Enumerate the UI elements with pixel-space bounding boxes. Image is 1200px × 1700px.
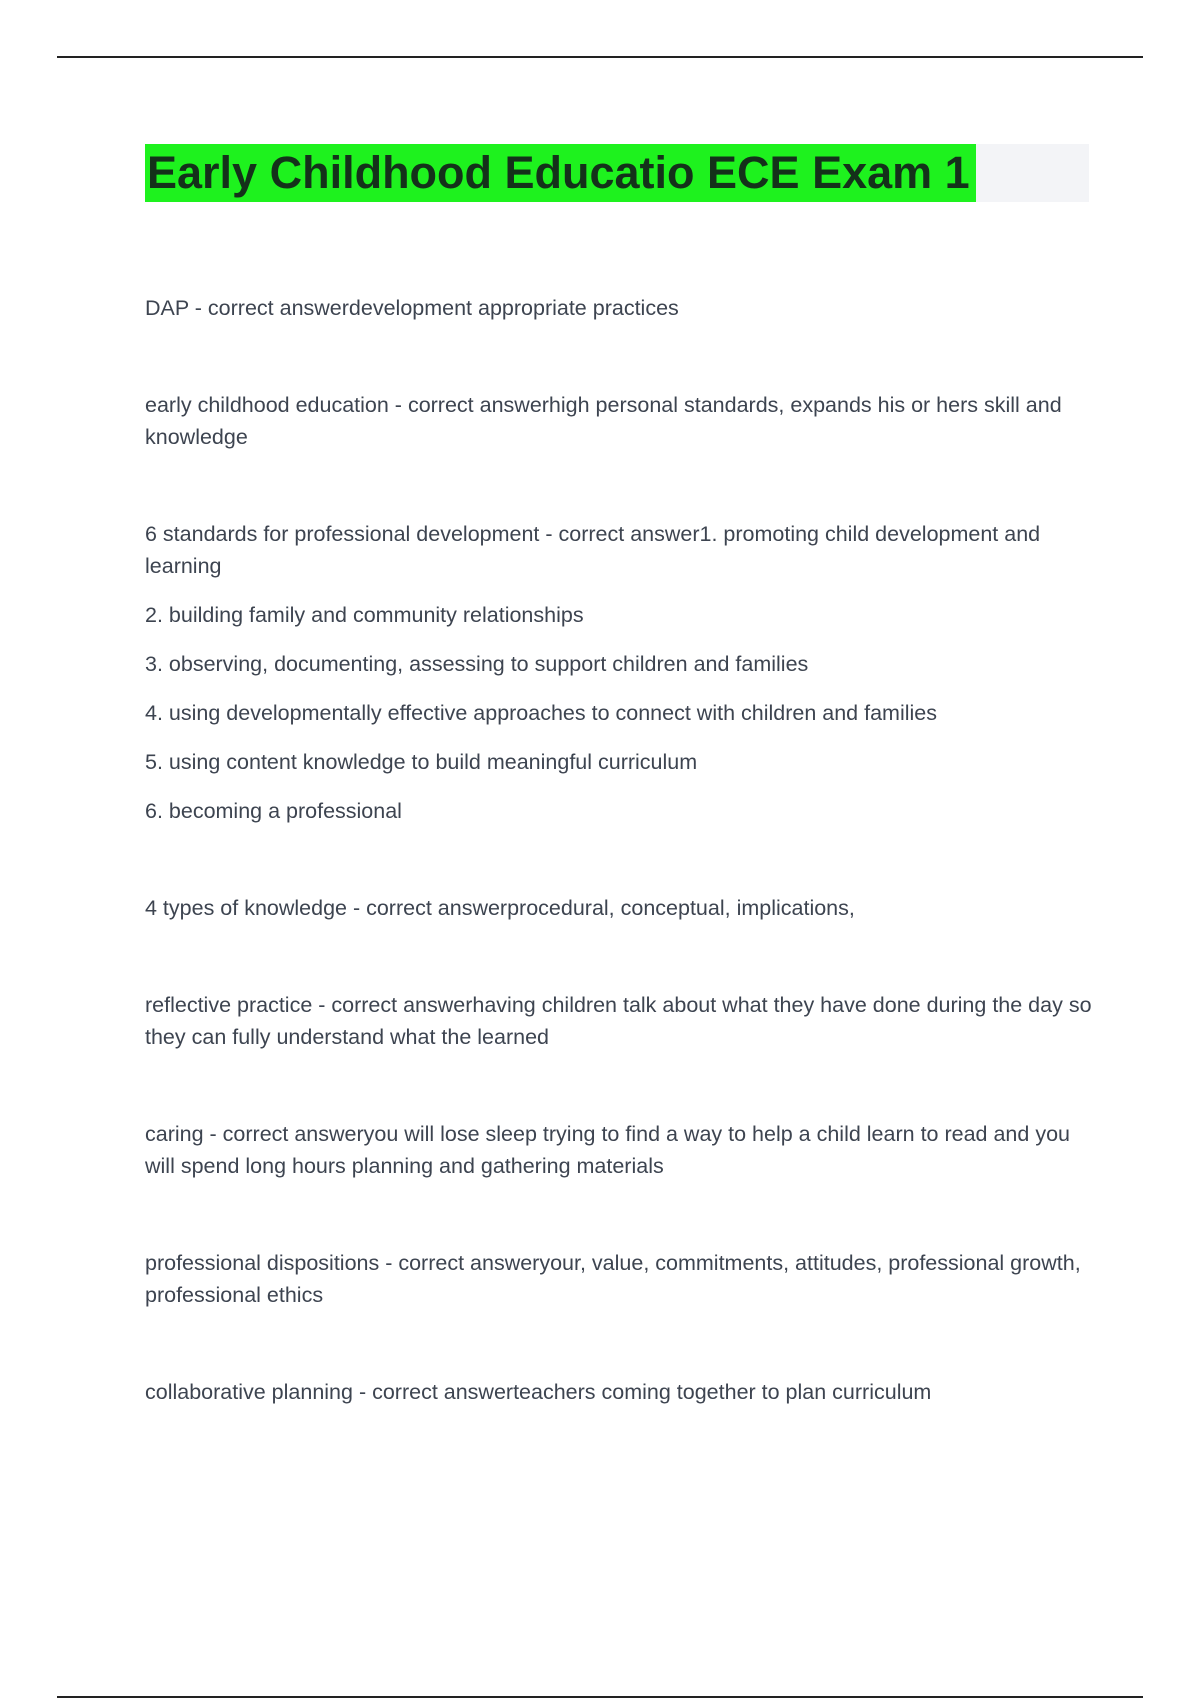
entry-list-item: 5. using content knowledge to build meaningful curriculum: [145, 750, 698, 774]
flashcard-entry: [145, 292, 1095, 324]
flashcard-entry: [145, 892, 1095, 924]
entry-list-item: 4. using developmentally effective approaches to connect with children and families: [145, 701, 937, 725]
flashcard-list: [145, 292, 1095, 1473]
entry-text: DAP - correct answerdevelopment appropriate practices: [145, 296, 679, 320]
entry-text: professional dispositions - correct answeryour, value, commitments, attitudes, professional growth, professional ethics: [145, 1251, 1081, 1307]
top-rule: [57, 56, 1143, 58]
flashcard-entry: [145, 1118, 1095, 1182]
entry-text: caring - correct answeryou will lose sleep trying to find a way to help a child learn to read and you will spend long hours planning and gathering materials: [145, 1122, 1070, 1178]
flashcard-entry: [145, 1376, 1095, 1408]
bottom-rule: [57, 1696, 1143, 1698]
entry-list-item: 6. becoming a professional: [145, 799, 402, 823]
entry-text: reflective practice - correct answerhaving children talk about what they have done during the day so they can fully understand what the learned: [145, 993, 1092, 1049]
page-title: Early Childhood Educatio ECE Exam 1: [145, 144, 976, 202]
entry-text: early childhood education - correct answerhigh personal standards, expands his or hers skill and knowledge: [145, 393, 1062, 449]
flashcard-entry: [145, 389, 1095, 453]
entry-list-item: 2. building family and community relationships: [145, 603, 584, 627]
title-banner: [145, 144, 1089, 202]
entry-text: 4 types of knowledge - correct answerprocedural, conceptual, implications,: [145, 896, 855, 920]
entry-list-item: 3. observing, documenting, assessing to support children and families: [145, 652, 809, 676]
flashcard-entry: [145, 518, 1095, 827]
flashcard-entry: [145, 1247, 1095, 1311]
entry-text: 6 standards for professional development - correct answer1. promoting child development and learning: [145, 522, 1041, 578]
flashcard-entry: [145, 989, 1095, 1053]
entry-text: collaborative planning - correct answerteachers coming together to plan curriculum: [145, 1380, 932, 1404]
